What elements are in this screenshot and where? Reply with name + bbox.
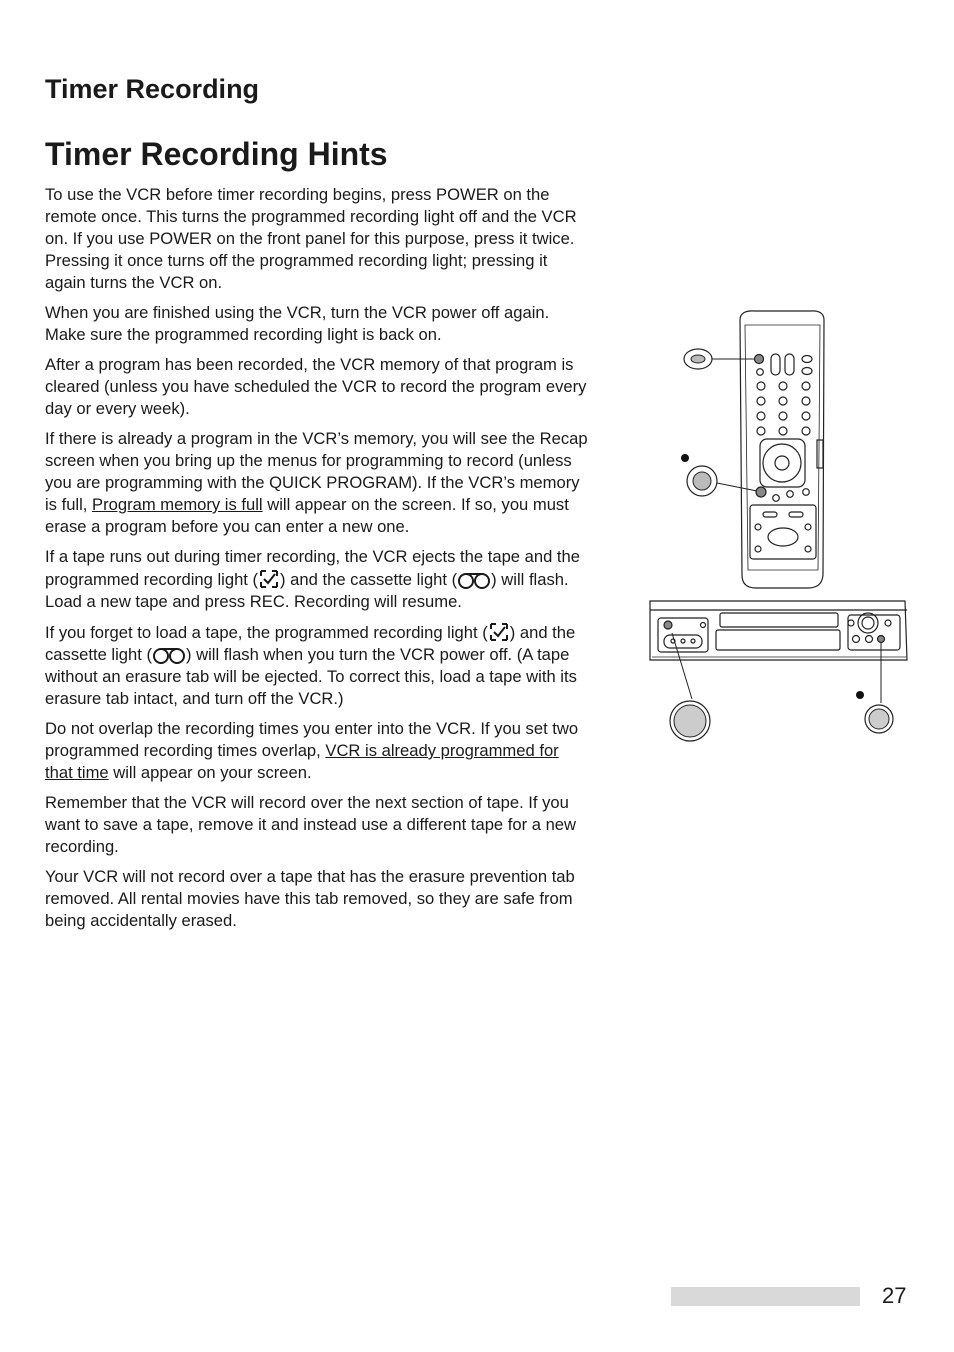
paragraph-forget-tape: If you forget to load a tape, the programmed recording light ( ) and the cassette light ( ) will flash when you turn the VCR power off. (A tape without an erasure tab will be ejected. To correct this, load a tape with its erasure tab intact, and turn off the VCR.) bbox=[45, 623, 577, 708]
cassette-light-icon bbox=[152, 647, 186, 665]
overlap-message: VCR is already programmed for that time bbox=[45, 741, 559, 782]
section-title: Timer Recording bbox=[45, 74, 260, 104]
paragraph-memory-cleared: After a program has been recorded, the VCR memory of that program is cleared (unless you have scheduled the VCR to record the program every day or every week). bbox=[45, 355, 587, 418]
paragraph-record-over: Remember that the VCR will record over the next section of tape. If you want to save a tape, remove it and instead use a different tape for a new recording. bbox=[45, 793, 577, 856]
programmed-recording-light-icon bbox=[258, 568, 280, 590]
remote-and-vcr-illustration bbox=[640, 305, 920, 755]
cassette-light-icon bbox=[457, 572, 491, 590]
page-title: Timer Recording Hints bbox=[45, 136, 388, 172]
footer-bar bbox=[671, 1287, 860, 1306]
body-text bbox=[45, 184, 590, 940]
paragraph-overlap: Do not overlap the recording times you enter into the VCR. If you set two programmed recording times overlap, VCR is already programmed for that time will appear on your screen. bbox=[45, 719, 579, 782]
paragraph-tape-runs-out: If a tape runs out during timer recording, the VCR ejects the tape and the programmed recording light ( ) and the cassette light ( ) will flash. Load a new tape and press REC. Recording will resume. bbox=[45, 547, 580, 611]
programmed-recording-light-icon bbox=[488, 621, 510, 643]
vcr-front-panel bbox=[650, 601, 907, 660]
memory-full-message: Program memory is full bbox=[92, 495, 263, 514]
paragraph-power-off: When you are finished using the VCR, turn the VCR power off again. Make sure the programmed recording light is back on. bbox=[45, 303, 550, 344]
remote-control bbox=[740, 311, 824, 588]
paragraph-erasure-tab: Your VCR will not record over a tape that has the erasure prevention tab removed. All rental movies have this tab removed, so they are safe from being accidentally erased. bbox=[45, 867, 575, 930]
page-number: 27 bbox=[882, 1283, 907, 1308]
paragraph-power-remote: To use the VCR before timer recording begins, press POWER on the remote once. This turns the programmed recording light off and the VCR on. If you use POWER on the front panel for this purpose, press it twice. Pressing it once turns off the programmed recording light; pressing it again turns the VCR on. bbox=[45, 185, 577, 292]
paragraph-memory-full: If there is already a program in the VCR’s memory, you will see the Recap screen when you bring up the menus for programming to record (unless you are programming with the QUICK PROGRAM). If the VCR’s memory is full, Program memory is full will appear on the screen. If so, you must erase a program before you can enter a new one. bbox=[45, 429, 588, 536]
